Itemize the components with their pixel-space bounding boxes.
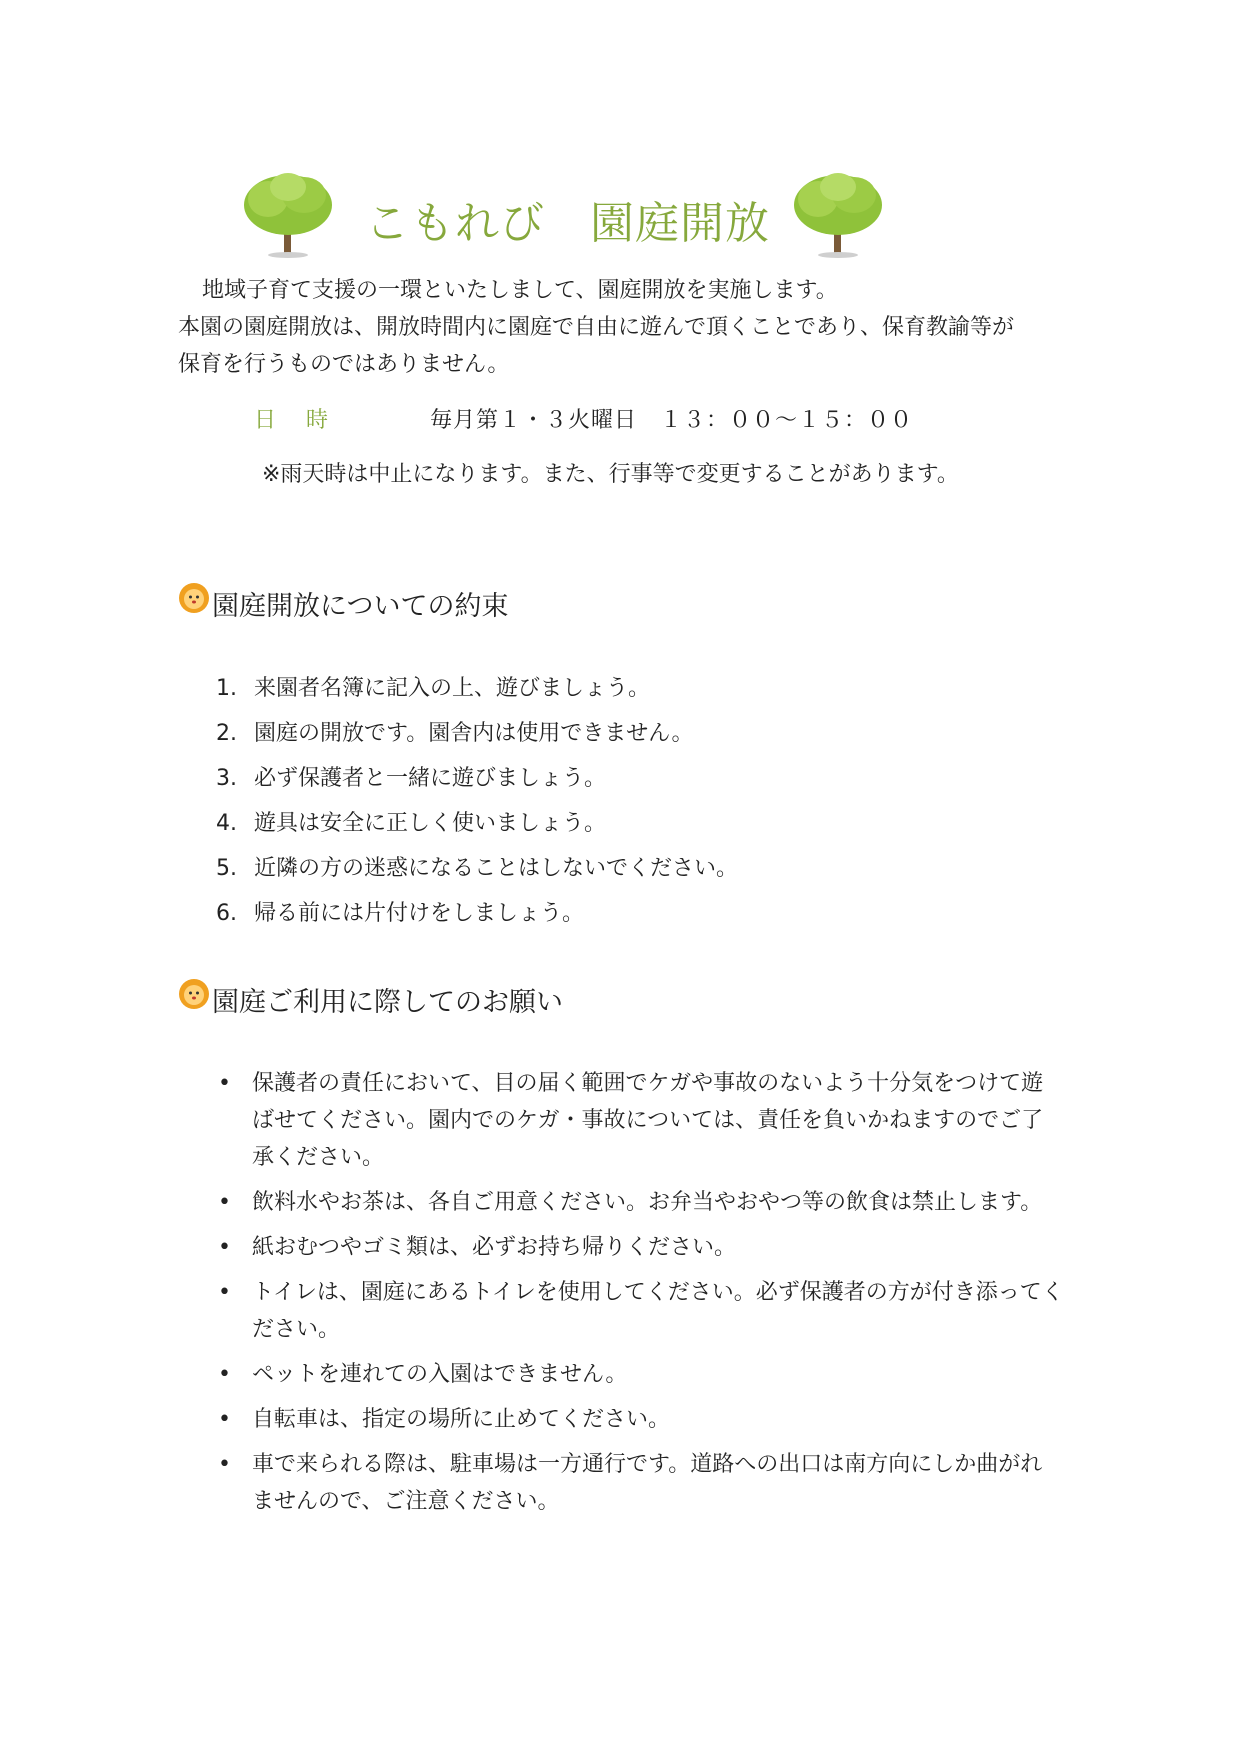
tree-icon <box>788 165 888 260</box>
list-text: 園庭の開放です。園舎内は使用できません。 <box>254 721 694 746</box>
list-number: 2. <box>216 721 237 746</box>
datetime-label: 日 時 <box>254 408 333 433</box>
list-item <box>214 1446 1064 1520</box>
list-number: 5. <box>216 856 237 881</box>
intro-line: 本園の園庭開放は、開放時間内に園庭で自由に遊んで頂くことであり、保育教諭等が <box>178 315 1015 340</box>
list-item <box>216 891 1066 936</box>
list-text: 飲料水やお茶は、各自ご用意ください。お弁当やおやつ等の飲食は禁止します。 <box>252 1190 1043 1215</box>
list-item <box>214 1356 1064 1393</box>
datetime-value: 毎月第１・３火曜日 １３：００～１５：００ <box>430 408 914 433</box>
section-heading-text: 園庭開放についての約束 <box>212 591 509 622</box>
rain-note: ※雨天時は中止になります。また、行事等で変更することがあります。 <box>262 462 959 487</box>
list-text: 紙おむつやゴミ類は、必ずお持ち帰りください。 <box>252 1235 737 1260</box>
list-text: トイレは、園庭にあるトイレを使用してください。必ず保護者の方が付き添ってください。 <box>252 1280 1064 1342</box>
tree-icon <box>238 165 338 260</box>
list-text: 遊具は安全に正しく使いましょう。 <box>254 811 607 836</box>
bullet-icon: • <box>218 1235 231 1260</box>
datetime-row <box>254 403 913 434</box>
list-text: 自転車は、指定の場所に止めてください。 <box>252 1407 671 1432</box>
section-heading-rules <box>178 584 508 623</box>
intro-line: 地域子育て支援の一環といたしまして、園庭開放を実施します。 <box>202 278 838 303</box>
list-item <box>214 1229 1064 1266</box>
list-text: 必ず保護者と一緒に遊びましょう。 <box>254 766 607 791</box>
list-number: 1. <box>216 676 237 701</box>
list-text: 保護者の責任において、目の届く範囲でケガや事故のないよう十分気をつけて遊ばせてください。園内でのケガ・事故については、責任を負いかねますのでご了承ください。 <box>252 1071 1044 1170</box>
list-item <box>216 801 1066 846</box>
bullet-icon: • <box>218 1280 231 1305</box>
lion-face-icon <box>178 978 210 1010</box>
title-row <box>0 165 1241 265</box>
list-number: 3. <box>216 766 237 791</box>
section-heading-text: 園庭ご利用に際してのお願い <box>212 987 563 1018</box>
intro-line: 保育を行うものではありません。 <box>178 352 510 377</box>
list-item <box>214 1065 1064 1176</box>
bullet-icon: • <box>218 1407 231 1432</box>
list-item <box>216 756 1066 801</box>
bullet-icon: • <box>218 1452 231 1477</box>
rules-list <box>216 666 1066 936</box>
list-text: 近隣の方の迷惑になることはしないでください。 <box>254 856 739 881</box>
list-number: 6. <box>216 901 237 926</box>
list-item <box>216 666 1066 711</box>
bullet-icon: • <box>218 1362 231 1387</box>
list-item <box>214 1184 1064 1221</box>
page-title: こもれび 園庭開放 <box>365 198 770 249</box>
section-heading-requests <box>178 980 563 1019</box>
lion-face-icon <box>178 582 210 614</box>
list-item <box>214 1274 1064 1348</box>
requests-list <box>214 1065 1064 1528</box>
bullet-icon: • <box>218 1071 231 1096</box>
list-item <box>216 846 1066 891</box>
list-number: 4. <box>216 811 237 836</box>
list-text: 来園者名簿に記入の上、遊びましょう。 <box>254 676 651 701</box>
intro-text <box>178 272 1078 383</box>
list-item <box>216 711 1066 756</box>
list-item <box>214 1401 1064 1438</box>
list-text: 車で来られる際は、駐車場は一方通行です。道路への出口は南方向にしか曲がれませんので、ご注意ください。 <box>252 1452 1043 1514</box>
bullet-icon: • <box>218 1190 231 1215</box>
list-text: 帰る前には片付けをしましょう。 <box>254 901 585 926</box>
list-text: ペットを連れての入園はできません。 <box>252 1362 628 1387</box>
